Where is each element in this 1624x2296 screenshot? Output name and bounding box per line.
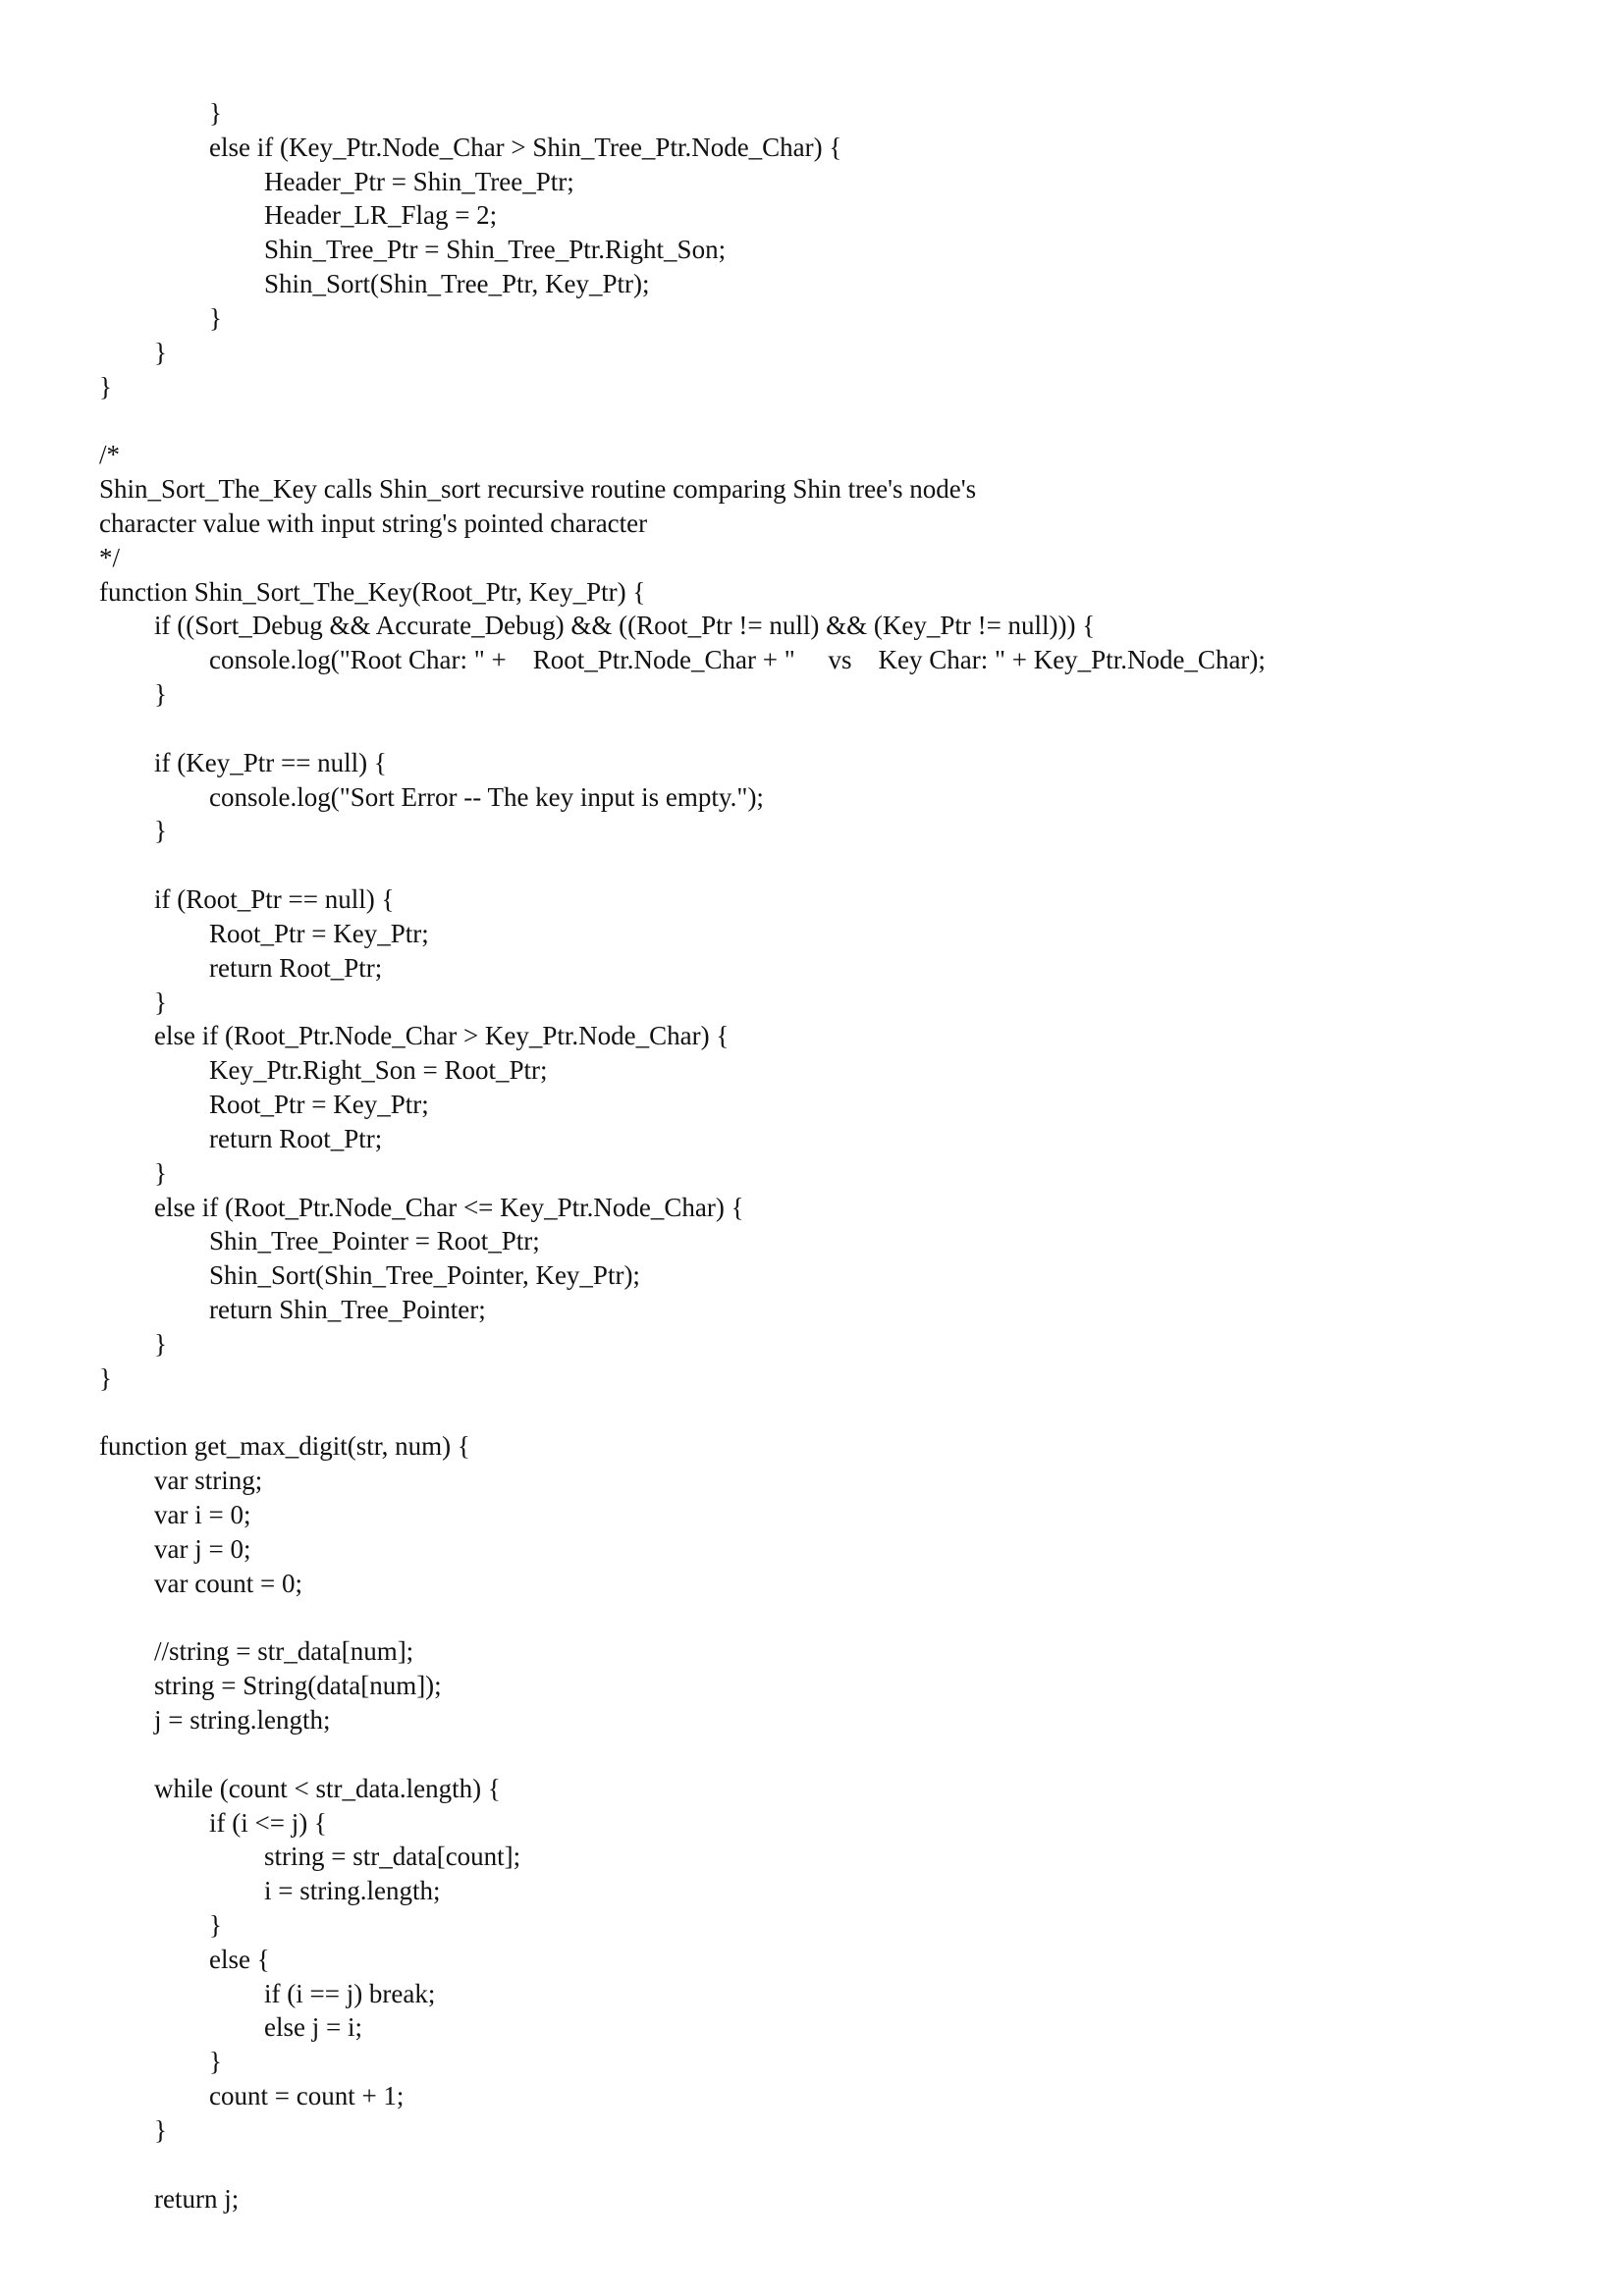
code-line: } — [209, 303, 222, 333]
code-line: Header_LR_Flag = 2; — [264, 200, 498, 230]
code-line: count = count + 1; — [209, 2081, 405, 2110]
code-line: } — [99, 372, 112, 401]
code-line: } — [154, 1158, 167, 1188]
code-line: } — [209, 98, 222, 128]
code-line: Header_Ptr = Shin_Tree_Ptr; — [264, 167, 574, 196]
code-line: var string; — [154, 1466, 263, 1495]
code-line: while (count < str_data.length) { — [154, 1774, 501, 1803]
code-line: */ — [99, 543, 121, 572]
code-line: console.log("Root Char: " + Root_Ptr.Node_Char + " vs Key Char: " + Key_Ptr.Node_Char); — [209, 645, 1266, 674]
code-line: } — [154, 2115, 167, 2145]
code-line: return Shin_Tree_Pointer; — [209, 1295, 486, 1324]
code-line: if (i <= j) { — [209, 1808, 327, 1838]
code-line: if (Key_Ptr == null) { — [154, 748, 387, 777]
code-line: var i = 0; — [154, 1500, 251, 1529]
code-line: /* — [99, 440, 121, 469]
code-line: Key_Ptr.Right_Son = Root_Ptr; — [209, 1055, 548, 1085]
code-line: i = string.length; — [264, 1876, 441, 1905]
code-line: string = String(data[num]); — [154, 1671, 442, 1700]
code-line: else if (Key_Ptr.Node_Char > Shin_Tree_Ptr.Node_Char) { — [209, 133, 842, 162]
code-line: return Root_Ptr; — [209, 1124, 383, 1153]
code-line: var j = 0; — [154, 1534, 251, 1564]
code-line: return j; — [154, 2184, 240, 2214]
code-line: Shin_Tree_Pointer = Root_Ptr; — [209, 1226, 540, 1255]
code-line: j = string.length; — [154, 1705, 331, 1735]
code-line: } — [154, 816, 167, 845]
code-line: } — [154, 679, 167, 709]
code-line: return Root_Ptr; — [209, 953, 383, 983]
code-line: } — [154, 988, 167, 1017]
code-line: Shin_Sort(Shin_Tree_Ptr, Key_Ptr); — [264, 269, 650, 298]
code-line: Shin_Tree_Ptr = Shin_Tree_Ptr.Right_Son; — [264, 235, 727, 264]
code-line: } — [99, 1363, 112, 1393]
code-line: Root_Ptr = Key_Ptr; — [209, 919, 429, 948]
code-line: if (Root_Ptr == null) { — [154, 884, 395, 914]
code-line: else if (Root_Ptr.Node_Char <= Key_Ptr.Node_Char) { — [154, 1193, 744, 1222]
code-line: character value with input string's pointed character — [99, 508, 648, 538]
code-line: if (i == j) break; — [264, 1979, 436, 2008]
code-line: } — [154, 338, 167, 367]
code-line: } — [154, 1329, 167, 1359]
code-line: else if (Root_Ptr.Node_Char > Key_Ptr.Node_Char) { — [154, 1021, 730, 1050]
code-line: string = str_data[count]; — [264, 1842, 521, 1871]
code-line: if ((Sort_Debug && Accurate_Debug) && ((Root_Ptr != null) && (Key_Ptr != null))) { — [154, 611, 1096, 640]
code-line: } — [209, 2047, 222, 2076]
code-line: //string = str_data[num]; — [154, 1636, 414, 1666]
code-line: console.log("Sort Error -- The key input is empty."); — [209, 782, 764, 812]
code-line: var count = 0; — [154, 1569, 302, 1598]
code-line: } — [209, 1910, 222, 1940]
code-line: else j = i; — [264, 2012, 362, 2042]
code-line: Shin_Sort(Shin_Tree_Pointer, Key_Ptr); — [209, 1260, 640, 1290]
code-line: function Shin_Sort_The_Key(Root_Ptr, Key_Ptr) { — [99, 577, 646, 607]
code-line: Root_Ptr = Key_Ptr; — [209, 1090, 429, 1119]
code-line: Shin_Sort_The_Key calls Shin_sort recursive routine comparing Shin tree's node's — [99, 474, 977, 504]
code-line: else { — [209, 1945, 270, 1974]
code-line: function get_max_digit(str, num) { — [99, 1431, 470, 1461]
